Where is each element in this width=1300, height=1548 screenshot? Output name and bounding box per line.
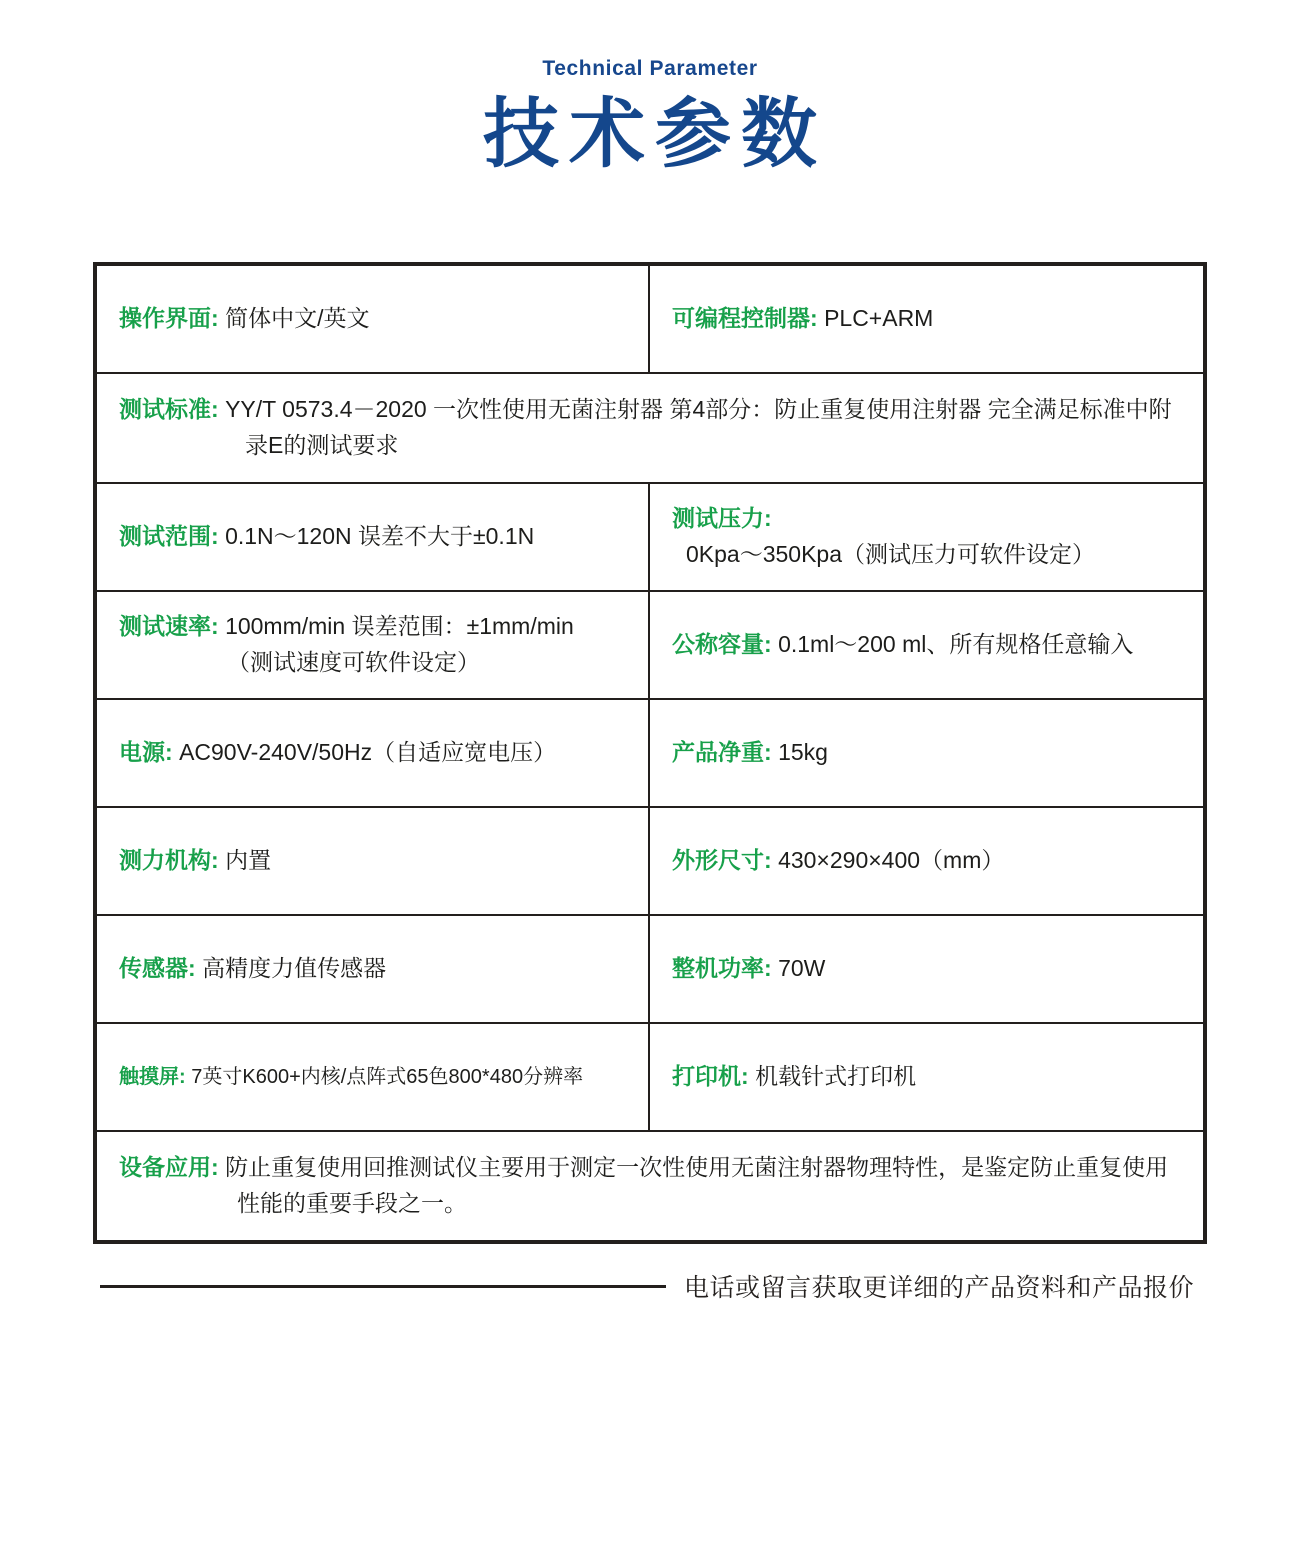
- table-row: [97, 372, 1203, 482]
- footer-divider: [100, 1285, 666, 1288]
- table-cell-dimensions: [650, 808, 1203, 914]
- page-footer: [100, 1268, 1210, 1304]
- spec-label: 测试压力:: [672, 505, 772, 532]
- header-eyebrow: Technical Parameter: [542, 57, 758, 80]
- table-row: [97, 1022, 1203, 1130]
- table-cell-total-power: [650, 916, 1203, 1022]
- table-row: [97, 1130, 1203, 1240]
- spec-label: 触摸屏:: [119, 1065, 186, 1088]
- spec-label: 设备应用:: [119, 1154, 219, 1181]
- spec-label: 测试速率:: [119, 613, 219, 640]
- spec-label: 传感器:: [119, 955, 196, 982]
- spec-value: 70W: [778, 955, 826, 982]
- spec-label: 测试标准:: [119, 396, 219, 423]
- spec-value: 0.1ml～200 ml、所有规格任意输入: [778, 631, 1134, 658]
- table-cell-controller: [650, 266, 1203, 372]
- table-cell-test-speed: [97, 592, 650, 698]
- table-row: [97, 482, 1203, 590]
- table-cell-touchscreen: [97, 1024, 650, 1130]
- footer-text: 电话或留言获取更详细的产品资料和产品报价: [684, 1274, 1195, 1302]
- table-cell-printer: [650, 1024, 1203, 1130]
- spec-label: 可编程控制器:: [672, 305, 818, 332]
- spec-value: AC90V-240V/50Hz（自适应宽电压）: [179, 739, 557, 766]
- spec-label: 电源:: [119, 739, 173, 766]
- table-cell-test-pressure: [650, 484, 1203, 590]
- table-cell-force-mechanism: [97, 808, 650, 914]
- spec-label: 外形尺寸:: [672, 847, 772, 874]
- table-row: [97, 806, 1203, 914]
- table-row: [97, 698, 1203, 806]
- table-cell-equipment-application: [97, 1132, 1203, 1240]
- spec-label: 产品净重:: [672, 739, 772, 766]
- spec-value: 7英寸K600+内核/点阵式65色800*480分辨率: [191, 1065, 584, 1088]
- table-cell-nominal-capacity: [650, 592, 1203, 698]
- spec-value: 简体中文/英文: [225, 305, 370, 332]
- spec-value: 100mm/min 误差范围：±1mm/min （测试速度可软件设定）: [225, 613, 574, 675]
- table-cell-sensor: [97, 916, 650, 1022]
- spec-value: 高精度力值传感器: [202, 955, 387, 982]
- spec-value: 430×290×400（mm）: [778, 847, 1005, 874]
- spec-value: 0Kpa～350Kpa（测试压力可软件设定）: [686, 541, 1096, 567]
- table-cell-operation-interface: [97, 266, 650, 372]
- spec-label: 整机功率:: [672, 955, 772, 982]
- table-cell-net-weight: [650, 700, 1203, 806]
- spec-label: 打印机:: [672, 1063, 749, 1090]
- spec-value: 15kg: [778, 739, 828, 766]
- spec-label: 测力机构:: [119, 847, 219, 874]
- table-cell-power-supply: [97, 700, 650, 806]
- spec-value: 内置: [225, 847, 272, 874]
- table-row: [97, 590, 1203, 698]
- spec-value: 机载针式打印机: [755, 1063, 917, 1090]
- spec-value: 防止重复使用回推测试仪主要用于测定一次性使用无菌注射器物理特性，是鉴定防止重复使用性能的重要手段之一。: [225, 1154, 1169, 1216]
- page-header: [0, 0, 1300, 175]
- spec-label: 测试范围:: [119, 523, 219, 550]
- table-row: [97, 914, 1203, 1022]
- spec-value: YY/T 0573.4－2020 一次性使用无菌注射器 第4部分：防止重复使用注射器 完全满足标准中附录E的测试要求: [225, 396, 1172, 458]
- page-title: 技术参数: [483, 92, 827, 177]
- spec-label: 操作界面:: [119, 305, 219, 332]
- technical-parameter-table: [93, 262, 1207, 1244]
- spec-value: PLC+ARM: [824, 305, 934, 332]
- spec-value: 0.1N～120N 误差不大于±0.1N: [225, 523, 535, 550]
- spec-label: 公称容量:: [672, 631, 772, 658]
- table-cell-test-range: [97, 484, 650, 590]
- table-row: [97, 266, 1203, 372]
- table-cell-test-standard: [97, 374, 1203, 482]
